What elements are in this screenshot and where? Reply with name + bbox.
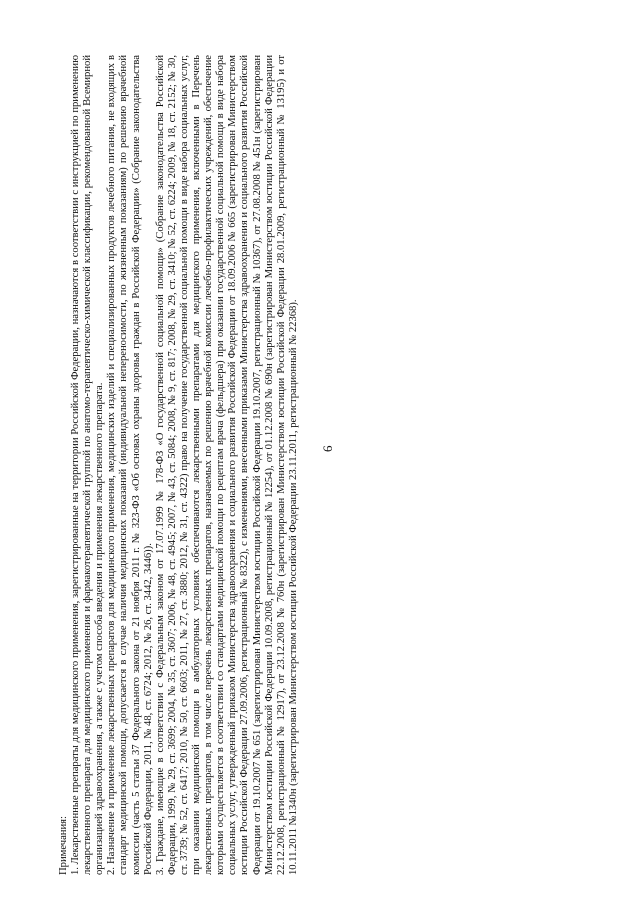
- note-item-2: 2. Назначение и применение лекарственных препаратов для медицинского применения, медицинских изделий и специализированных продуктов лечебного питания, не входящих в стандарт медицинской помощи, допускается в случае наличия медицинских показаний (индивидуальной непереносимости, по жизненным показаниям) по решению врачебной комиссии (часть 5 статьи 37 Федерального закона от 21 ноября 2011 г. № 323-ФЗ «Об основах охраны здоровья граждан в Российской Федерации» (Собрание законодательства Российской Федерации, 2011, № 48, ст. 6724; 2012, № 26, ст. 3442, 3446)).: [106, 55, 154, 875]
- page-number: 6: [320, 445, 335, 452]
- note-item-1: 1. Лекарственные препараты для медицинского применения, зарегистрированные на территории Российской Федерации, назначаются в соответствии с инструкцией по применению лекарственного препарата для медицинского применения и фармакотерапевтической группой по анатомо-терапевтическо-химической классификации, рекомендованной Всемирной организацией здравоохранения, а также с учетом способа введения и применения лекарственного препарата.: [70, 55, 106, 875]
- note-item-3: 3. Граждане, имеющие в соответствии с Федеральным законом от 17.07.1999 № 178-ФЗ «О государственной социальной помощи» (Собрание законодательства Российской Федерации, 1999, № 29, ст. 3699; 2004, № 35, ст. 3607; 2006, № 48, ст. 4945; 2007, № 43, ст. 5084; 2008, № 9, ст. 817; 2008, № 29, ст. 3410; № 52, ст. 6224; 2009, № 18, ст. 2152; № 30, ст. 3739; № 52, ст. 6417; 2010, № 50, ст. 6603; 2011, № 27, ст. 3880; 2012, № 31, ст. 4322) право на получение государственной социальной помощи в виде набора социальных услуг, при оказании медицинской помощи в амбулаторных условиях обеспечиваются лекарственными препаратами для медицинского применения, включенными в Перечень лекарственных препаратов, в том числе перечень лекарственных препаратов, назначаемых по решению врачебной комиссии лечебно-профилактических учреждений, обеспечение которыми осуществляется в соответствии со стандартами медицинской помощи по рецептам врача (фельдшера) при оказании государственной социальной помощи в виде набора социальных услуг, утвержденный приказом Министерства здравоохранения и социального развития Российской Федерации от 18.09.2006 № 665 (зарегистрирован Министерством юстиции Российской Федерации 27.09.2006, регистрационный № 8322), с изменениями, внесенными приказами Министерства здравоохранения и социального развития Российской Федерации от 19.10.2007 № 651 (зарегистрирован Министерством юстиции Российской Федерации 19.10.2007, регистрационный № 10367), от 27.08.2008 № 451н (зарегистрирован Министерством юстиции Российской Федерации 10.09.2008, регистрационный № 12254), от 01.12.2008 № 690н (зарегистрирован Министерством юстиции Российской Федерации 22.12.2008, регистрационный № 12917), от 23.12.2008 № 760н (зарегистрирован Министерством юстиции Российской Федерации 28.01.2009, регистрационный № 13195) и от 10.11.2011 №1340н (зарегистрирован Министерством юстиции Российской Федерации 23.11.2011, регистрационный № 22368).: [154, 55, 299, 875]
- notes-section: [58, 55, 300, 875]
- notes-heading: Примечания:: [58, 816, 69, 875]
